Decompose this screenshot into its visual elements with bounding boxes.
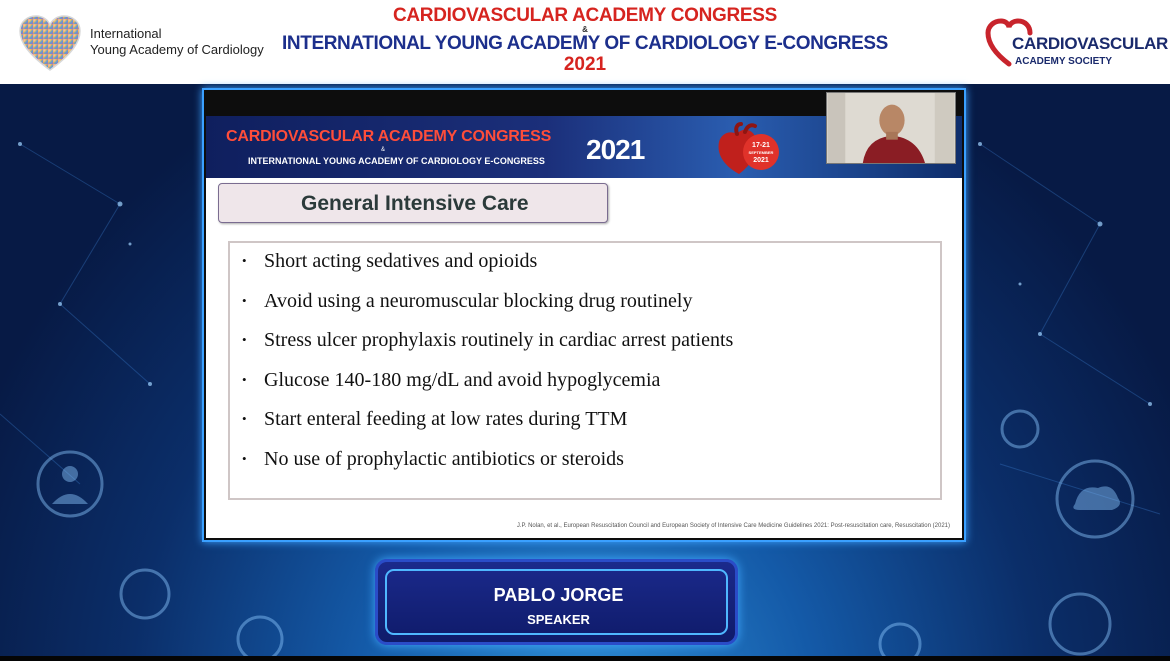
bullet-item: • Short acting sedatives and opioids — [242, 249, 733, 289]
iyac-org-line1: International — [90, 26, 162, 41]
slide-banner-month: SEPTEMBER — [748, 150, 774, 155]
slide-banner-dates-year: 2021 — [753, 157, 769, 164]
slide-banner-dates: 17-21 — [752, 142, 770, 149]
presentation-slide — [206, 116, 962, 538]
speaker-name-card — [375, 559, 738, 645]
congress-title-year: 2021 — [563, 54, 607, 75]
slide-banner-title-line1: CARDIOVASCULAR ACADEMY CONGRESS — [226, 128, 552, 145]
cas-org-line1: CARDIOVASCULAR — [1012, 34, 1169, 53]
slide-citation: J.P. Nolan, et al., European Resuscitation Council and European Society of Intensive Care Medicine Guidelines 2021: Post-resuscitation care, Resuscitation (2021) — [516, 523, 950, 529]
slide-banner-year: 2021 — [586, 134, 645, 165]
bullet-item: • Stress ulcer prophylaxis routinely in cardiac arrest patients — [242, 328, 733, 368]
slide-banner-amp: & — [381, 147, 386, 153]
heart-mosaic-logo-icon — [18, 14, 82, 72]
bullet-item: • Glucose 140-180 mg/dL and avoid hypoglycemia — [242, 368, 733, 408]
iyac-org-name — [90, 26, 264, 58]
bottom-strip — [0, 656, 1170, 661]
cas-org-line2: ACADEMY SOCIETY — [1015, 56, 1113, 67]
webcam-video-feed — [826, 92, 956, 164]
slide-banner-dates-badge — [743, 134, 779, 170]
congress-title-line1: CARDIOVASCULAR ACADEMY CONGRESS — [392, 5, 778, 26]
slide-heading: General Intensive Care — [301, 192, 529, 215]
slide-banner-title-line2: INTERNATIONAL YOUNG ACADEMY OF CARDIOLOGY E-CONGRESS — [248, 156, 545, 166]
bullet-list — [242, 249, 733, 486]
bullet-item: • No use of prophylactic antibiotics or steroids — [242, 447, 733, 487]
iyac-org-line2: Young Academy of Cardiology — [90, 42, 264, 57]
speaker-name: PABLO JORGE — [493, 585, 624, 605]
congress-title-amp: & — [582, 25, 588, 34]
congress-title-line2: INTERNATIONAL YOUNG ACADEMY OF CARDIOLOGY E-CONGRESS — [282, 33, 888, 54]
bullet-item: • Start enteral feeding at low rates during TTM — [242, 407, 733, 447]
header-bar — [0, 0, 1170, 84]
slide-heading-box — [218, 183, 608, 223]
bullet-item: • Avoid using a neuromuscular blocking drug routinely — [242, 289, 733, 329]
slide-content-box — [228, 241, 942, 500]
congress-title — [240, 6, 930, 76]
speaker-role: SPEAKER — [527, 612, 590, 627]
speaker-card-inner — [385, 569, 728, 635]
